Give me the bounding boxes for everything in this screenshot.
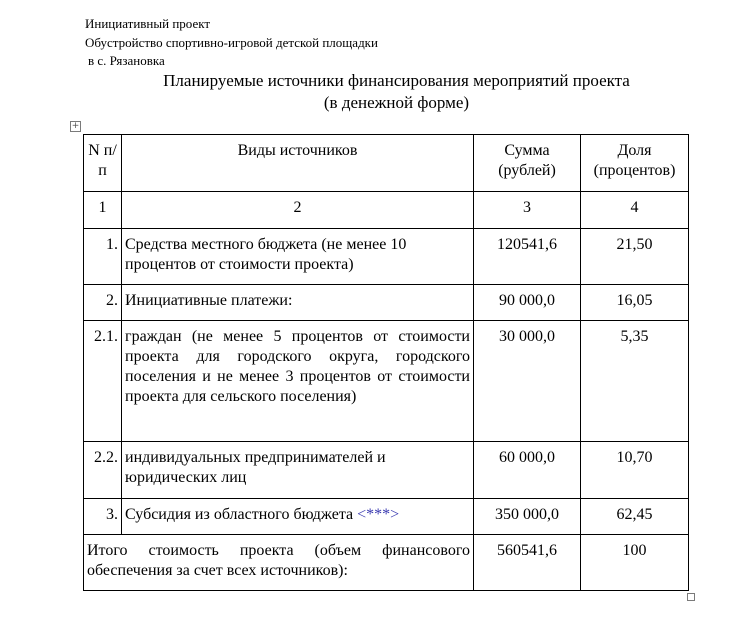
column-header-number: N п/п xyxy=(84,135,122,192)
row-source: граждан (не менее 5 процентов от стоимости проекта для городского округа, городского поселения и не менее 3 процентов от стоимости проекта для сельского поселения) xyxy=(122,321,474,442)
total-row xyxy=(84,535,689,591)
header-project-name: Обустройство спортивно-игровой детской площадки xyxy=(85,35,378,50)
table-header-row xyxy=(84,135,689,192)
table-move-handle-icon[interactable]: + xyxy=(71,121,80,131)
column-number-2: 2 xyxy=(122,192,474,229)
row-source: Инициативные платежи: xyxy=(122,285,474,321)
total-share: 100 xyxy=(581,535,689,591)
footnote-link[interactable]: <***> xyxy=(357,506,400,523)
header-location: в с. Рязановка xyxy=(88,53,165,68)
table-row xyxy=(84,285,689,321)
financing-table xyxy=(83,134,689,591)
row-sum: 90 000,0 xyxy=(474,285,581,321)
row-number: 1. xyxy=(84,229,122,285)
total-sum: 560541,6 xyxy=(474,535,581,591)
row-number: 2. xyxy=(84,285,122,321)
row-share: 21,50 xyxy=(581,229,689,285)
table-row xyxy=(84,442,689,499)
row-number: 2.1. xyxy=(84,321,122,442)
column-header-source: Виды источников xyxy=(122,135,474,192)
column-number-1: 1 xyxy=(84,192,122,229)
table-row xyxy=(84,229,689,285)
header-project-type: Инициативный проект xyxy=(85,16,211,31)
row-source: Субсидия из областного бюджета xyxy=(125,506,354,523)
row-share: 16,05 xyxy=(581,285,689,321)
column-number-3: 3 xyxy=(474,192,581,229)
row-sum: 120541,6 xyxy=(474,229,581,285)
row-source: индивидуальных предпринимателей и юридических лиц xyxy=(122,442,474,499)
column-header-sum: Сумма (рублей) xyxy=(474,135,581,192)
table-resize-handle[interactable] xyxy=(687,593,695,601)
row-share: 5,35 xyxy=(581,321,689,442)
table-row xyxy=(84,499,689,535)
document-title: Планируемые источники финансирования мероприятий проекта xyxy=(163,71,630,90)
table-row xyxy=(84,321,689,442)
row-share: 62,45 xyxy=(581,499,689,535)
row-share: 10,70 xyxy=(581,442,689,499)
row-sum: 60 000,0 xyxy=(474,442,581,499)
document-subtitle: (в денежной форме) xyxy=(323,93,470,112)
row-number: 2.2. xyxy=(84,442,122,499)
row-sum: 350 000,0 xyxy=(474,499,581,535)
row-source: Средства местного бюджета (не менее 10 процентов от стоимости проекта) xyxy=(122,229,474,285)
total-label: Итого стоимость проекта (объем финансового обеспечения за счет всех источников): xyxy=(84,535,474,591)
table-numbering-row xyxy=(84,192,689,229)
column-header-share: Доля (процентов) xyxy=(581,135,689,192)
row-sum: 30 000,0 xyxy=(474,321,581,442)
row-number: 3. xyxy=(84,499,122,535)
column-number-4: 4 xyxy=(581,192,689,229)
row-source-cell xyxy=(122,499,474,535)
